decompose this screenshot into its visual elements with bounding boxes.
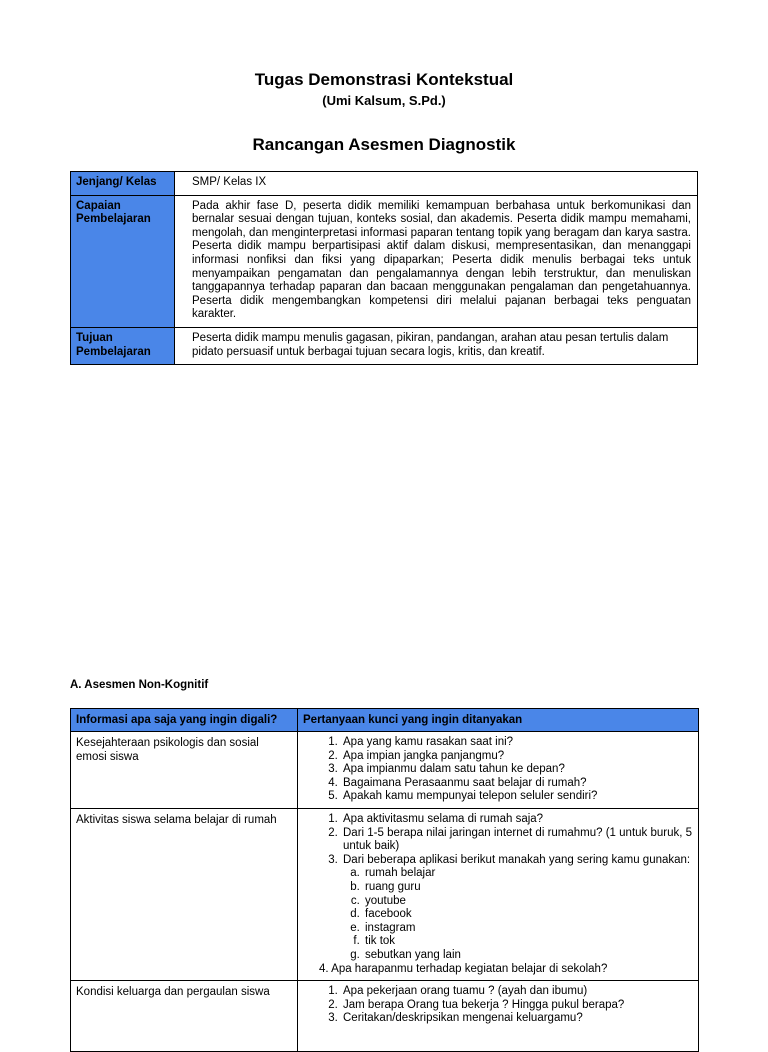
table-row (71, 172, 698, 196)
list-item: 3. Apa impianmu dalam satu tahun ke depan? (341, 763, 694, 777)
list-item: f. tik tok (363, 935, 694, 949)
list-item (341, 854, 694, 963)
column-header-questions: Pertanyaan kunci yang ingin ditanyakan (298, 709, 699, 732)
info-cell: Kondisi keluarga dan pergaulan siswa (71, 981, 298, 1052)
row-label-jenjang: Jenjang/ Kelas (71, 172, 175, 196)
list-item: 1. Apa yang kamu rasakan saat ini? (341, 736, 694, 750)
list-item: 2. Dari 1-5 berapa nilai jaringan internet di rumahmu? (1 untuk buruk, 5 untuk baik) (341, 827, 694, 854)
questions-cell (298, 808, 699, 980)
document-title: Tugas Demonstrasi Kontekstual (254, 70, 514, 89)
author-name: (Umi Kalsum, S.Pd.) (322, 93, 446, 108)
questions-cell (298, 732, 699, 809)
list-item: 2. Jam berapa Orang tua bekerja ? Hingga pukul berapa? (341, 999, 694, 1013)
info-cell: Aktivitas siswa selama belajar di rumah (71, 808, 298, 980)
list-item: c. youtube (363, 895, 694, 909)
section-title: A. Asesmen Non-Kognitif (70, 679, 209, 691)
table-row (71, 327, 698, 364)
questions-cell (298, 981, 699, 1052)
document-heading: Rancangan Asesmen Diagnostik (252, 135, 516, 154)
row-label-capaian: Capaian Pembelajaran (71, 195, 175, 327)
table-row (71, 981, 699, 1052)
table-header-row (71, 709, 699, 732)
list-item: 4. Bagaimana Perasaanmu saat belajar di rumah? (341, 777, 694, 791)
list-item: 5. Apakah kamu mempunyai telepon seluler sendiri? (341, 790, 694, 804)
row-value-capaian: Pada akhir fase D, peserta didik memiliki kemampuan berbahasa untuk berkomunikasi dan bernalar sesuai dengan tujuan, konteks sosial, dan akademis. Peserta didik mampu memahami, mengolah, dan menginterpretasi informasi paparan tentang topik yang beragam dan karya sastra. Peserta didik mampu berpartisipasi aktif dalam diskusi, mempresentasikan, dan menanggapi informasi nonfiksi dan fiksi yang dipaparkan; Peserta didik menulis berbagai teks untuk menyampaikan pengamatan dan pengalamannya dengan lebih terstruktur, dan menuliskan tanggapannya terhadap paparan dan bacaan menggunakan pengalaman dan pengetahuannya. Peserta didik mengembangkan kompetensi diri melalui pajanan berbagai teks penguatan karakter. (175, 195, 698, 327)
question-list (302, 985, 694, 1026)
list-item: d. facebook (363, 908, 694, 922)
row-value-jenjang: SMP/ Kelas IX (175, 172, 698, 196)
list-item-after: 4. Apa harapanmu terhadap kegiatan belajar di sekolah? (319, 962, 608, 975)
list-item: 3. Ceritakan/deskripsikan mengenai keluargamu? (341, 1012, 694, 1026)
table-row (71, 732, 699, 809)
app-list (343, 867, 694, 962)
list-item: 1. Apa aktivitasmu selama di rumah saja? (341, 813, 694, 827)
list-item: b. ruang guru (363, 881, 694, 895)
list-item: e. instagram (363, 922, 694, 936)
row-value-tujuan: Peserta didik mampu menulis gagasan, pikiran, pandangan, arahan atau pesan tertulis dalam pidato persuasif untuk berbagai tujuan secara logis, kritis, dan kreatif. (175, 327, 698, 364)
list-item: a. rumah belajar (363, 867, 694, 881)
list-item: 2. Apa impian jangka panjangmu? (341, 750, 694, 764)
column-header-info: Informasi apa saja yang ingin digali? (71, 709, 298, 732)
table-row (71, 808, 699, 980)
question-list (302, 813, 694, 963)
table-row (71, 195, 698, 327)
info-table (70, 171, 698, 365)
info-cell: Kesejahteraan psikologis dan sosial emosi siswa (71, 732, 298, 809)
list-item: g. sebutkan yang lain (363, 949, 694, 963)
assessment-table (70, 708, 699, 1052)
list-item: 1. Apa pekerjaan orang tuamu ? (ayah dan ibumu) (341, 985, 694, 999)
list-item-text: Dari beberapa aplikasi berikut manakah yang sering kamu gunakan: (343, 853, 691, 866)
row-label-tujuan: Tujuan Pembelajaran (71, 327, 175, 364)
question-list (302, 736, 694, 804)
